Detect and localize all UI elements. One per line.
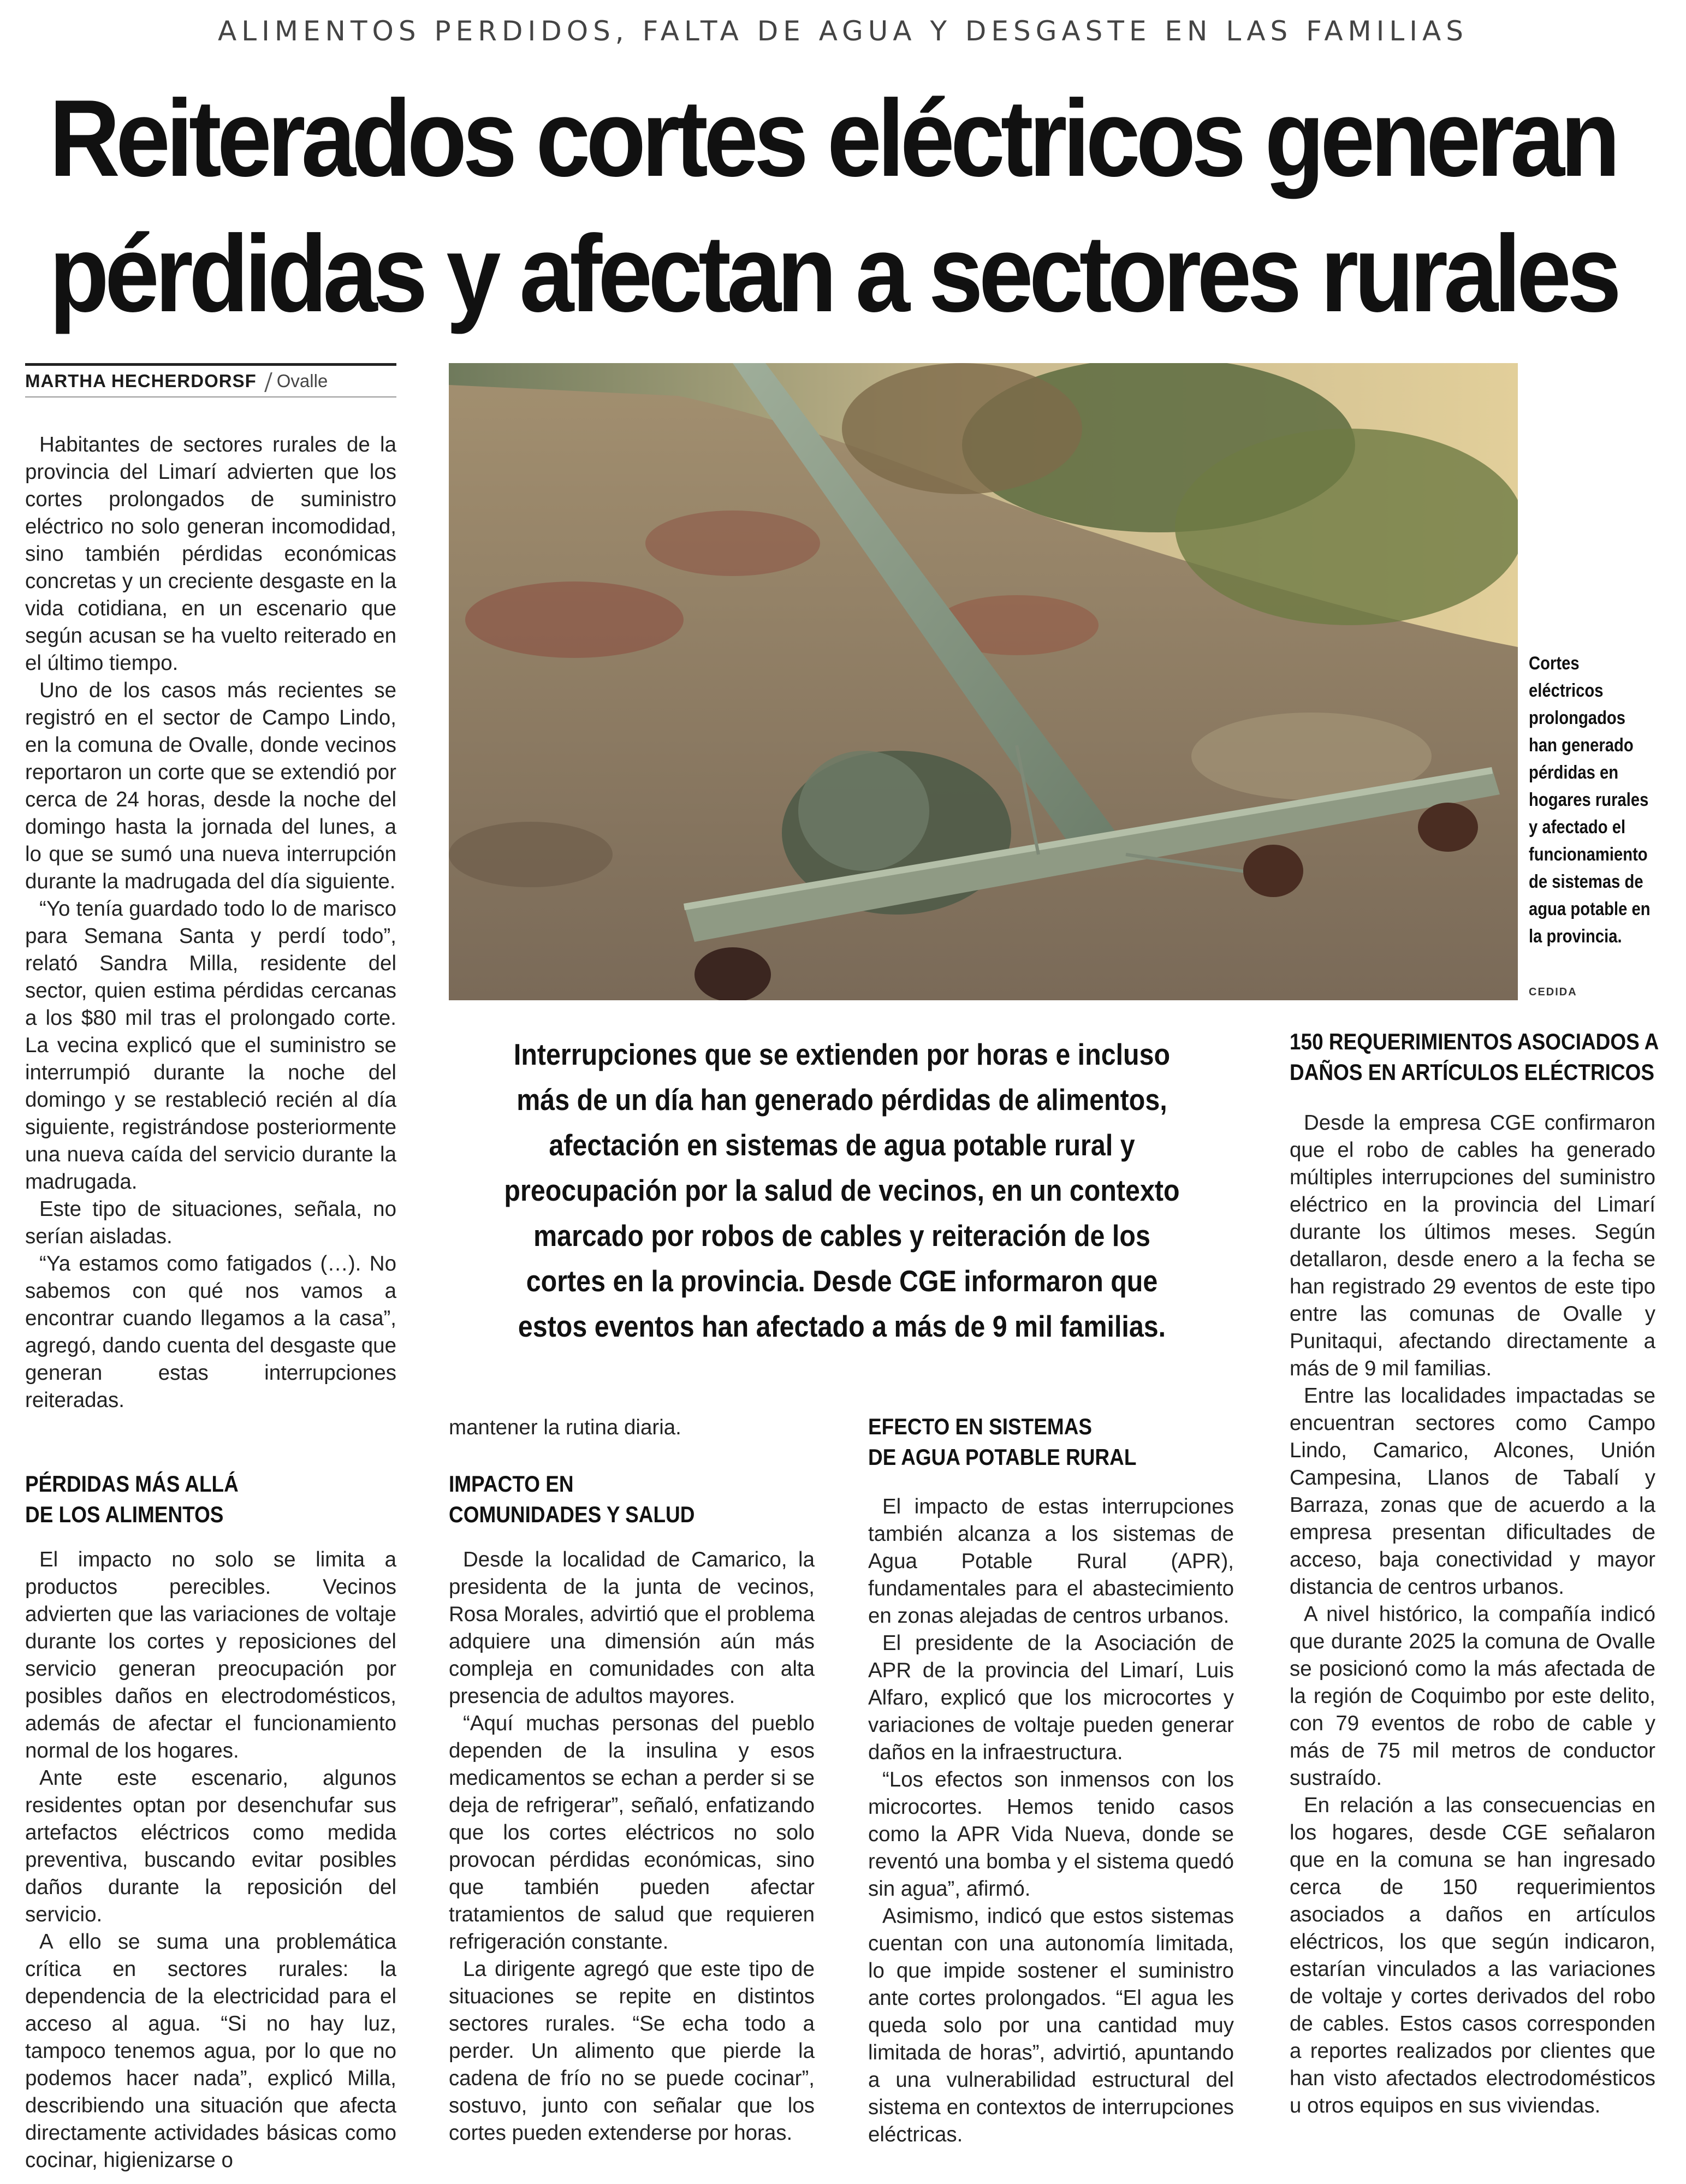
paragraph: “Aquí muchas personas del pueblo dependen de la insulina y esos medicamentos se echan a perder si se deja de refrigerar”, señaló, enfatizando que los cortes eléctricos no solo provocan pérdidas económicas, sino que también pueden afectar tratamientos de salud que requieren refrigeración constante. xyxy=(449,1712,815,1954)
headline xyxy=(49,71,1617,342)
paragraph: Asimismo, indicó que estos sistemas cuentan con una autonomía limitada, lo que impide sostener el suministro ante cortes prolongados. “El agua les queda solo por una cantidad muy limitada de horas”, advirtió, apuntando a una vulnerabilidad estructural del sistema en contextos de interrupciones eléctricas. xyxy=(868,1904,1234,2146)
headline-line-1: Reiterados cortes eléctricos generan xyxy=(49,78,1616,199)
subhead-line: EFECTO EN SISTEMAS xyxy=(868,1414,1093,1439)
paragraph: “Ya estamos como fatigados (…). No sabemos con qué nos vamos a encontrar cuando llegamos a la casa”, agregó, dando cuenta del desgaste que generan estas interrupciones reiteradas. xyxy=(25,1252,396,1412)
column-1 xyxy=(25,431,396,1414)
subhead-impacto xyxy=(449,1469,815,1530)
byline xyxy=(25,363,396,397)
paragraph: “Los efectos son inmensos con los microcortes. Hemos tenido casos como la APR Vida Nueva, donde se reventó una bomba y el sistema quedó sin agua”, afirmó. xyxy=(868,1768,1234,1901)
paragraph: Habitantes de sectores rurales de la provincia del Limarí advierten que los cortes prolongados de suministro eléctrico no solo generan incomodidad, sino también pérdidas económicas concretas y un creciente desgaste en la vida cotidiana, en un escenario que según acusan se ha vuelto reiterado en el último tiempo. xyxy=(25,433,396,675)
paragraph: “Yo tenía guardado todo lo de marisco para Semana Santa y perdí todo”, relató Sandra Milla, residente del sector, quien estima pérdidas cercanas a los $80 mil tras el prolongado corte. La vecina explicó que el suministro se interrumpió durante la noche del domingo y se restableció recién al día siguiente, registrándose posteriormente una nueva caída del servicio durante la madrugada. xyxy=(25,897,396,1194)
column-4 xyxy=(1290,1109,1655,2120)
kicker: ALIMENTOS PERDIDOS, FALTA DE AGUA Y DESGASTE EN LAS FAMILIAS xyxy=(218,15,1468,47)
paragraph: A ello se suma una problemática crítica en sectores rurales: la dependencia de la electricidad para el acceso al agua. “Si no hay luz, tampoco tenemos agua, por lo que no podemos hacer nada”, explicó Milla, describiendo una situación que afecta directamente actividades básicas como cocinar, higienizarse o xyxy=(25,1930,396,2172)
fallen-utility-pole-photo xyxy=(449,363,1518,1000)
subhead-efecto xyxy=(868,1411,1239,1473)
byline-location: Ovalle xyxy=(276,371,328,391)
paragraph: Este tipo de situaciones, señala, no serían aisladas. xyxy=(25,1197,396,1248)
standfirst xyxy=(449,1032,1235,1349)
subhead-line: DAÑOS EN ARTÍCULOS ELÉCTRICOS xyxy=(1290,1059,1655,1085)
subhead-line: DE AGUA POTABLE RURAL xyxy=(868,1444,1137,1470)
byline-separator xyxy=(264,372,272,392)
paragraph: Entre las localidades impactadas se encuentran sectores como Campo Lindo, Camarico, Alcones, Unión Campesina, Llanos de Tabalí y Barraza, zonas que de acuerdo a la empresa presentan dificultades de acceso, baja conectividad y mayor distancia de centros urbanos. xyxy=(1290,1384,1655,1599)
photo-credit: CEDIDA xyxy=(1529,986,1577,998)
column-2-lead xyxy=(449,1414,815,1441)
column-2 xyxy=(449,1546,815,2147)
paragraph: En relación a las consecuencias en los hogares, desde CGE señalaron que en la comuna se han ingresado cerca de 150 requerimientos asociados a daños en artículos eléctricos, los que según indicaron, estarían vinculados a las variaciones de voltaje y cortes derivados del robo de cables. Estos casos corresponden a reportes realizados por clientes que han visto afectados electrodomésticos u otros equipos en sus viviendas. xyxy=(1290,1794,1655,2117)
paragraph: Desde la localidad de Camarico, la presidenta de la junta de vecinos, Rosa Morales, advirtió que el problema adquiere una dimensión aún más compleja en comunidades con alta presencia de adultos mayores. xyxy=(449,1548,815,1708)
subhead-line: PÉRDIDAS MÁS ALLÁ xyxy=(25,1471,239,1497)
subhead-perdidas xyxy=(25,1469,396,1530)
column-3 xyxy=(868,1493,1234,2149)
paragraph: El presidente de la Asociación de APR de la provincia del Limarí, Luis Alfaro, explicó que los microcortes y variaciones de voltaje pueden generar daños en la infraestructura. xyxy=(868,1631,1234,1764)
paragraph: A nivel histórico, la compañía indicó que durante 2025 la comuna de Ovalle se posicionó como la más afectada de la región de Coquimbo por este delito, con 79 eventos de robo de cable y más de 75 mil metros de conductor sustraído. xyxy=(1290,1603,1655,1790)
headline-line-2: pérdidas y afectan a sectores rurales xyxy=(49,213,1617,335)
paragraph: mantener la rutina diaria. xyxy=(449,1416,681,1439)
paragraph: Ante este escenario, algunos residentes optan por desenchufar sus artefactos eléctricos como medida preventiva, buscando evitar posibles daños durante la reposición del servicio. xyxy=(25,1766,396,1926)
subhead-line: 150 REQUERIMIENTOS ASOCIADOS A xyxy=(1290,1029,1659,1054)
column-1-continued xyxy=(25,1546,396,2174)
paragraph: El impacto de estas interrupciones también alcanza a los sistemas de Agua Potable Rural (APR), fundamentales para el abastecimiento en zonas alejadas de centros urbanos. xyxy=(868,1495,1234,1628)
subhead-line: DE LOS ALIMENTOS xyxy=(25,1502,224,1527)
subhead-requerimientos xyxy=(1290,1026,1672,1088)
paragraph: El impacto no solo se limita a productos perecibles. Vecinos advierten que las variaciones de voltaje durante los cortes y reposiciones del servicio generan preocupación por posibles daños en electrodomésticos, además de afectar el funcionamiento normal de los hogares. xyxy=(25,1548,396,1762)
author-name: MARTHA HECHERDORSF xyxy=(25,371,257,391)
subhead-line: IMPACTO EN xyxy=(449,1471,574,1497)
paragraph: Desde la empresa CGE confirmaron que el robo de cables ha generado múltiples interrupciones del suministro eléctrico en la provincia del Limarí durante los últimos meses. Según detallaron, desde enero a la fecha se han registrado 29 eventos de este tipo entre las comunas de Ovalle y Punitaqui, afectando directamente a más de 9 mil familias. xyxy=(1290,1111,1655,1380)
subhead-line: COMUNIDADES Y SALUD xyxy=(449,1502,695,1527)
paragraph: Uno de los casos más recientes se registró en el sector de Campo Lindo, en la comuna de Ovalle, donde vecinos reportaron un corte que se extendió por cerca de 24 horas, desde la noche del domingo hasta la jornada del lunes, a lo que se sumó una nueva interrupción durante la madrugada del día siguiente. xyxy=(25,679,396,893)
photo-caption: Cortes eléctricos prolongados han generado pérdidas en hogares rurales y afectado el funcionamiento de sistemas de agua potable en la provincia. xyxy=(1529,653,1651,947)
news-photo xyxy=(449,363,1518,1000)
paragraph: La dirigente agregó que este tipo de situaciones se repite en distintos sectores rurales. “Se echa todo a perder. Un alimento que pierde la cadena de frío no se puede cocinar”, sostuvo, junto con señalar que los cortes pueden extenderse por horas. xyxy=(449,1957,815,2145)
standfirst-text: Interrupciones que se extienden por horas e incluso más de un día han generado pérdidas de alimentos, afectación en sistemas de agua potable rural y preocupación por la salud de vecinos, en un contexto marcado por robos de cables y reiteración de los cortes en la provincia. Desde CGE informaron que estos eventos han afectado a más de 9 mil familias. xyxy=(504,1037,1180,1343)
